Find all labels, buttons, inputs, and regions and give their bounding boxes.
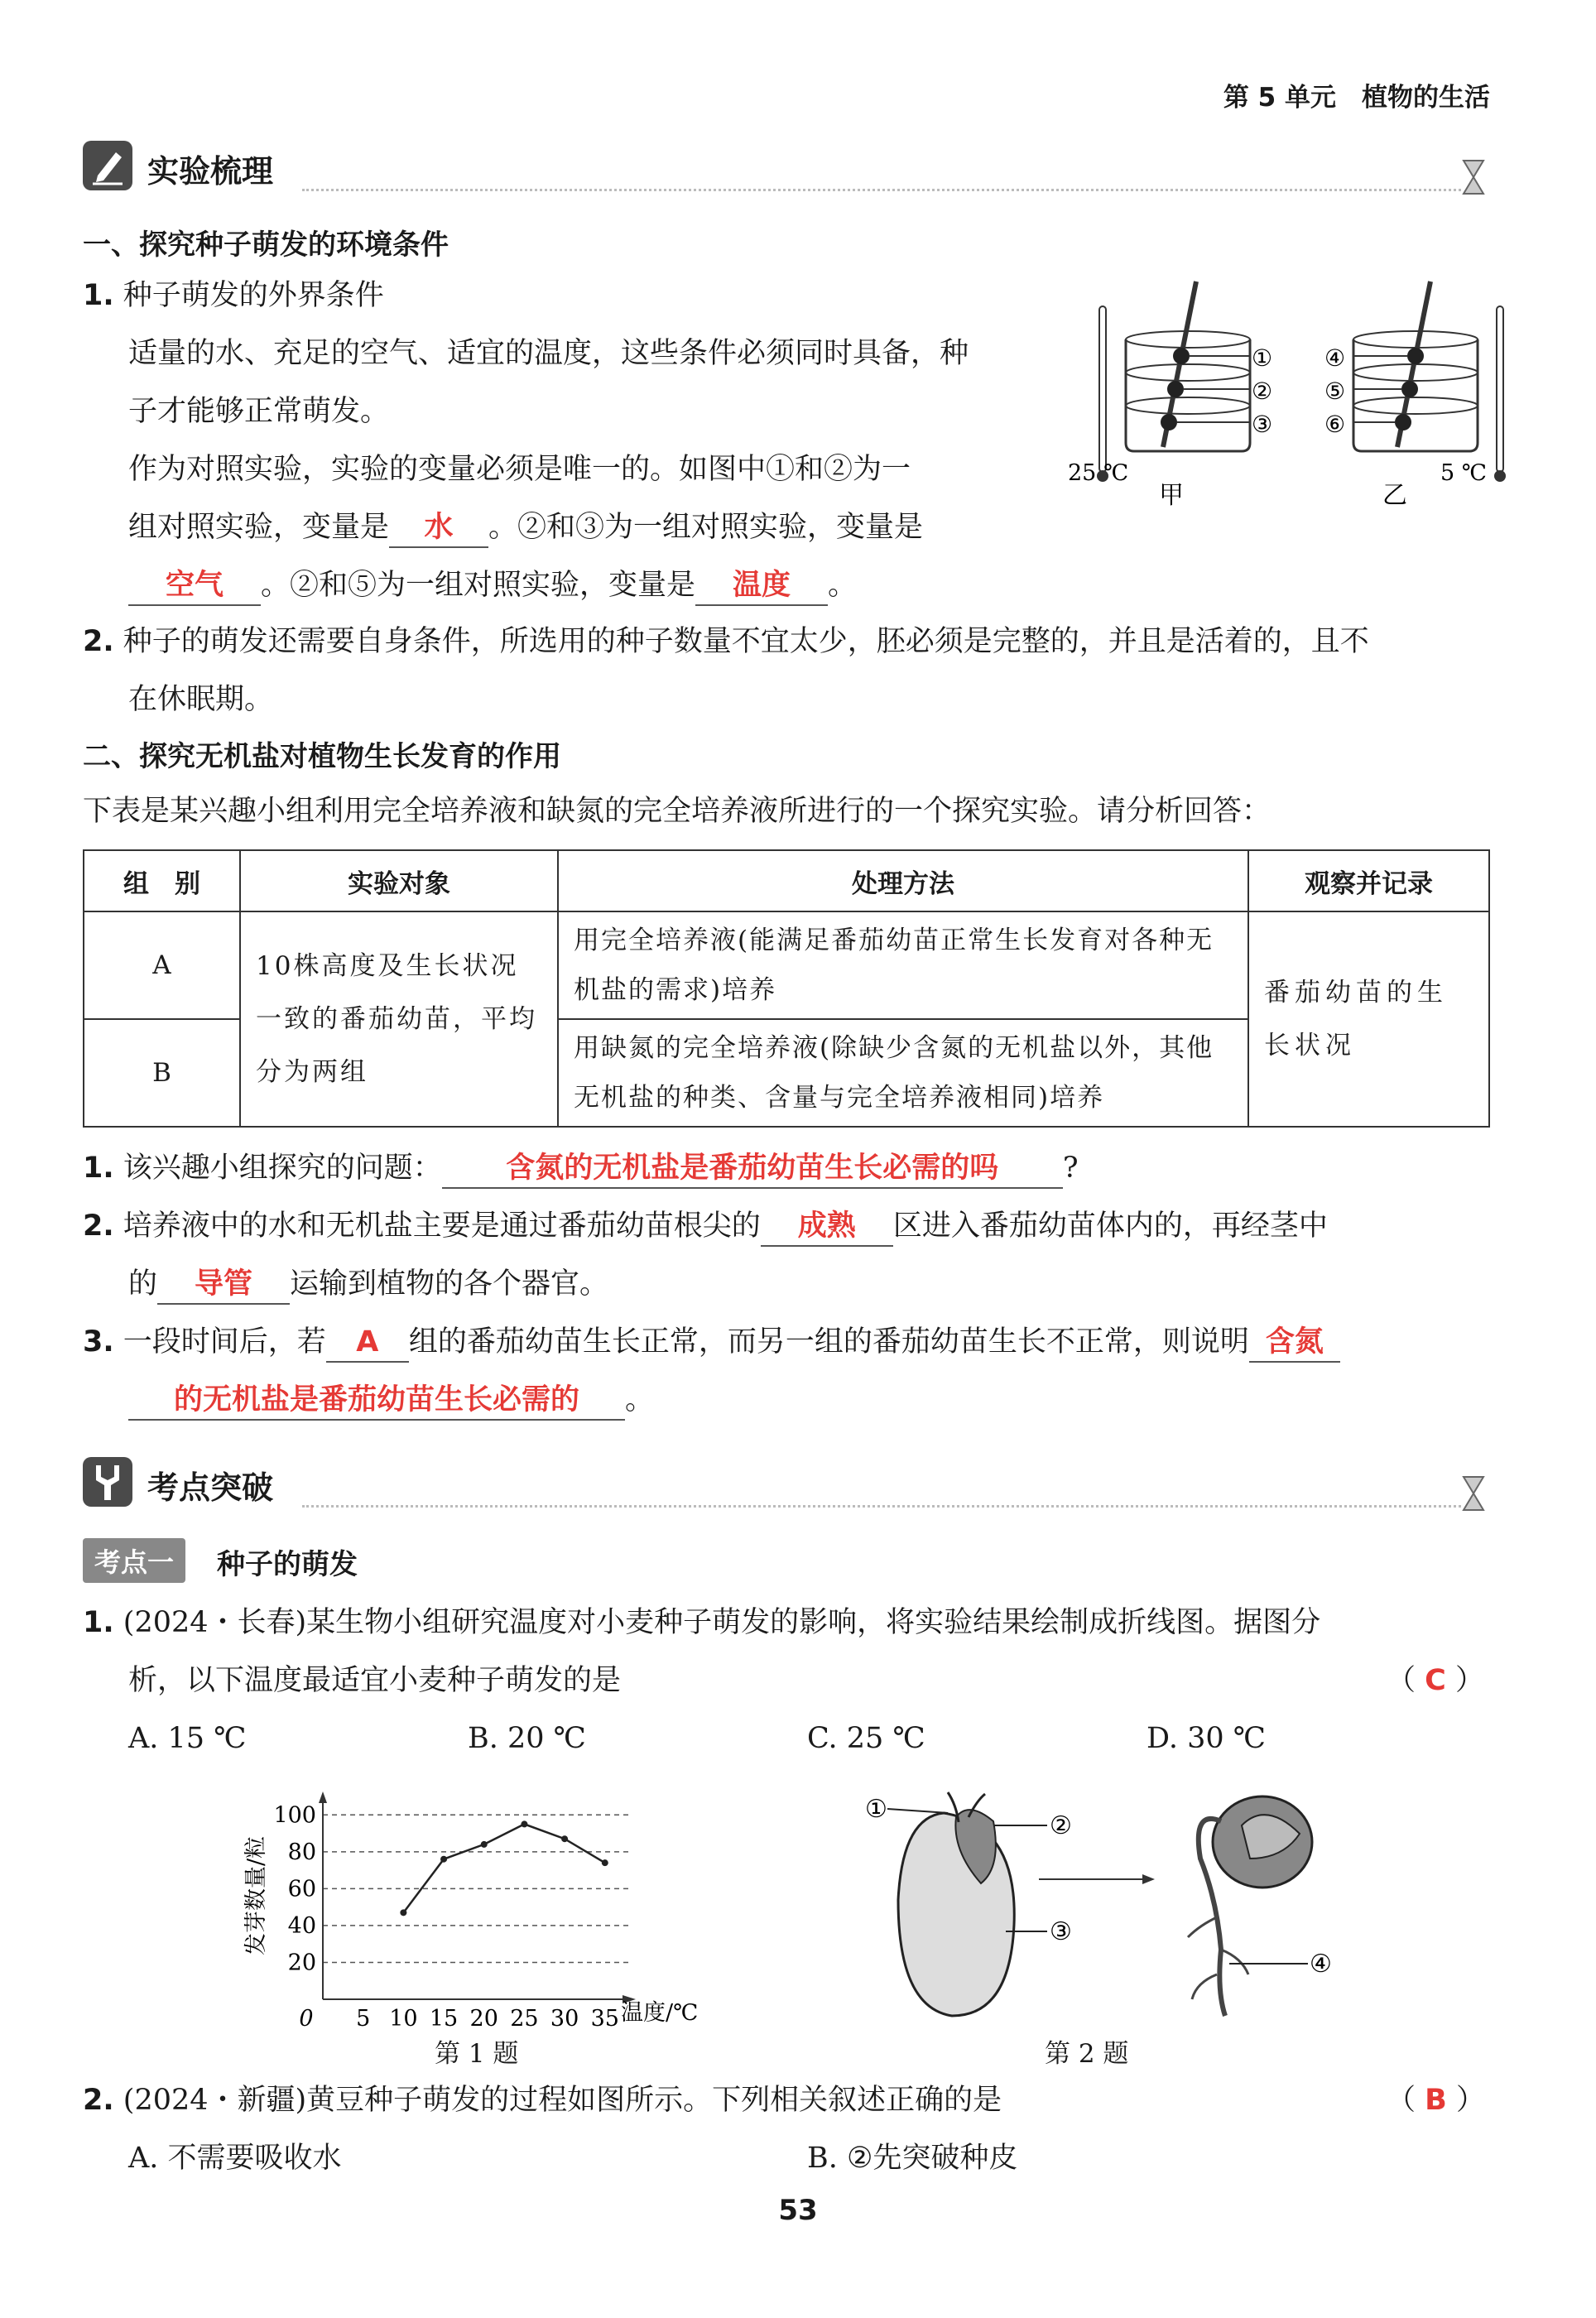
x-tick-label: 0 [299, 2006, 314, 2032]
y-tick-label: 80 [287, 1839, 316, 1865]
th-object: 实验对象 [240, 850, 558, 911]
kaodian-title: 种子的萌发 [217, 1548, 358, 1581]
part1-item1: 1. 种子萌发的外界条件 适量的水、充足的空气、适宜的温度，这些条件必须同时具备，种 子才能够正常萌发。 作为对照实验，实验的变量必须是唯一的。如图中①和②为一 组对照实验，变量是 水 。②和③为一组对照实验，变量是 空气 。②和⑤为一组对照实验，变量是 温度 。 [83, 267, 1060, 614]
section-title-experiment: 实验梳理 [147, 153, 274, 190]
option-a: A. 15 ℃ [128, 1722, 247, 1755]
answer-conclusion-2: 的无机盐是番茄幼苗生长必需的 [128, 1381, 625, 1421]
label-5: ⑤ [1324, 378, 1346, 405]
y-axis-arrow [319, 1791, 327, 1803]
temp-5: 5 ℃ [1440, 460, 1487, 486]
seed-label-2: ② [1050, 1811, 1072, 1840]
data-point [602, 1859, 608, 1866]
label-1: ① [1252, 344, 1273, 372]
problem-2-options [128, 2129, 1536, 2187]
cell-method-a: 用完全培养液(能满足番茄幼苗正常生长发育对各种无机盐的需求)培养 [558, 911, 1248, 1019]
problem-2: 2. (2024・新疆)黄豆种子萌发的过程如图所示。下列相关叙述正确的是 [83, 2084, 1002, 2117]
seed-label-4: ④ [1310, 1950, 1332, 1979]
experiment-table [83, 849, 1490, 1128]
data-point [440, 1856, 447, 1863]
y-tick-label: 40 [287, 1912, 316, 1939]
hourglass-icon [1457, 157, 1490, 199]
option-b: B. ②先突破种皮 [807, 2142, 1018, 2175]
problem-1: 1. (2024・长春)某生物小组研究温度对小麦种子萌发的影响，将实验结果绘制成折线图。据图分 析，以下温度最适宜小麦种子萌发的是 [83, 1606, 1321, 1697]
cell-object: 10株高度及生长状况一致的番茄幼苗，平均分为两组 [240, 911, 558, 1127]
problem-1-options [128, 1710, 1536, 1767]
th-method: 处理方法 [558, 850, 1248, 911]
page-number: 53 [778, 2194, 818, 2227]
data-point [521, 1820, 527, 1827]
option-b: B. 20 ℃ [468, 1722, 586, 1755]
th-record: 观察并记录 [1248, 850, 1489, 911]
y-tick-label: 60 [287, 1876, 316, 1902]
part2-question1: 1. 该兴趣小组探究的问题： 含氮的无机盐是番茄幼苗生长必需的吗 ? [83, 1139, 1507, 1197]
caption-2: 第 2 题 [1045, 2039, 1129, 2069]
seed-figure [853, 1767, 1399, 2032]
series-line [403, 1824, 604, 1912]
part1-title: 一、探究种子萌发的环境条件 [83, 228, 449, 262]
x-tick-label: 5 [356, 2006, 371, 2032]
part2-question2: 2. 培养液中的水和无机盐主要是通过番茄幼苗根尖的 成熟 区进入番茄幼苗体内的，再经茎中 的 导管 运输到植物的各个器官。 [83, 1197, 1523, 1313]
data-point [561, 1835, 568, 1842]
group-a: A [84, 911, 240, 1019]
x-tick-label: 10 [389, 2006, 418, 2032]
cell-record: 番茄幼苗的生长状况 [1248, 911, 1489, 1127]
answer-mature-zone: 成熟 [761, 1207, 893, 1247]
seed-body [898, 1813, 1014, 2016]
beaker-figure [1060, 273, 1507, 522]
part2-title: 二、探究无机盐对植物生长发育的作用 [83, 740, 561, 773]
hourglass-icon [1457, 1474, 1490, 1515]
label-6: ⑥ [1324, 411, 1346, 438]
option-c: C. 25 ℃ [807, 1722, 925, 1755]
problem-1-answer: （ C ） [1387, 1664, 1484, 1697]
kaodian-tag: 考点一 [83, 1538, 185, 1583]
beaker-jia: 甲 [1159, 481, 1184, 510]
x-tick-label: 20 [469, 2006, 498, 2032]
y-axis-label: 发芽数量/粒 [243, 1835, 269, 1956]
answer-vessel: 导管 [157, 1265, 290, 1305]
answer-group-a: A [326, 1323, 409, 1363]
temp-25: 25 ℃ [1068, 460, 1129, 486]
germination-chart [232, 1780, 737, 2061]
x-tick-label: 35 [590, 2006, 619, 2032]
x-tick-label: 25 [510, 2006, 539, 2032]
label-4: ④ [1324, 344, 1346, 372]
x-tick-label: 15 [429, 2006, 459, 2032]
data-point [400, 1909, 406, 1916]
section-title-keypoints: 考点突破 [147, 1469, 274, 1506]
x-axis-label: 温度/℃ [621, 2000, 699, 2026]
seed-label-3: ③ [1050, 1917, 1072, 1946]
th-group: 组 别 [84, 850, 240, 911]
answer-temperature: 温度 [695, 566, 828, 606]
label-3: ③ [1252, 411, 1273, 438]
item1-line3: 作为对照实验，实验的变量必须是唯一的。如图中①和②为一 [128, 453, 911, 486]
data-point [481, 1841, 488, 1848]
item1-line2: 子才能够正常萌发。 [128, 395, 390, 428]
answer-q1: 含氮的无机盐是番茄幼苗生长必需的吗 [442, 1149, 1063, 1189]
part1-item2: 2. 种子的萌发还需要自身条件，所选用的种子数量不宜太少，胚必须是完整的，并且是活着的，且不 在休眠期。 [83, 625, 1369, 716]
cell-method-b: 用缺氮的完全培养液(除缺少含氮的无机盐以外，其他无机盐的种类、含量与完全培养液相同)培养 [558, 1019, 1248, 1127]
pen-icon [83, 141, 132, 190]
option-d: D. 30 ℃ [1147, 1722, 1266, 1755]
beaker-yi: 乙 [1382, 481, 1407, 510]
answer-water: 水 [389, 508, 488, 548]
y-tick-label: 100 [273, 1802, 316, 1829]
seed-label-1: ① [865, 1795, 887, 1824]
answer-air: 空气 [128, 566, 261, 606]
item1-title: 种子萌发的外界条件 [123, 279, 384, 312]
wrench-icon [83, 1457, 132, 1507]
x-tick-label: 30 [550, 2006, 579, 2032]
part2-question3: 3. 一段时间后，若 A 组的番茄幼苗生长正常，而另一组的番茄幼苗生长不正常，则说明 含氮 的无机盐是番茄幼苗生长必需的 。 [83, 1313, 1523, 1429]
option-a: A. 不需要吸收水 [128, 2142, 342, 2175]
unit-header: 第 5 单元 植物的生活 [1223, 83, 1490, 113]
part2-intro: 下表是某兴趣小组利用完全培养液和缺氮的完全培养液所进行的一个探究实验。请分析回答： [83, 795, 1272, 828]
problem-2-answer: （ B ） [1387, 2084, 1485, 2117]
caption-1: 第 1 题 [435, 2039, 519, 2069]
answer-conclusion-1: 含氮 [1249, 1323, 1340, 1363]
group-b: B [84, 1019, 240, 1127]
y-tick-label: 20 [287, 1950, 316, 1976]
item-number: 1. [83, 279, 114, 312]
item1-line1: 适量的水、充足的空气、适宜的温度，这些条件必须同时具备，种 [128, 337, 969, 370]
label-2: ② [1252, 378, 1273, 405]
